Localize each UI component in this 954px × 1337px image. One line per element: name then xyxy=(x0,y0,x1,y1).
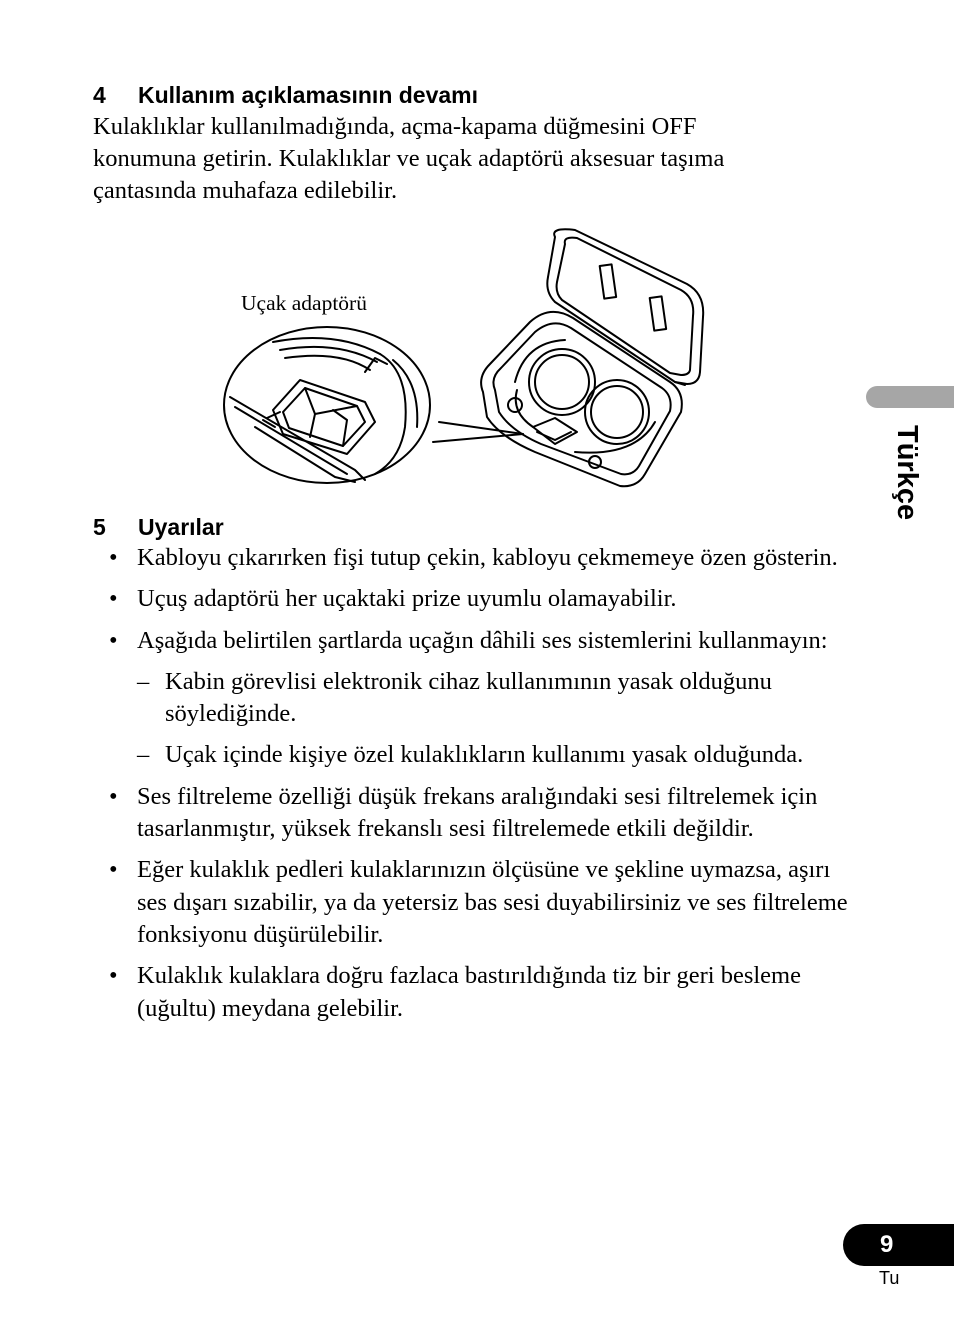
warning-text: Aşağıda belirtilen şartlarda uçağın dâhili ses sistemlerini kullanmayın: xyxy=(137,626,828,654)
warning-item xyxy=(0,542,860,574)
bullet-marker: • xyxy=(109,626,118,654)
warning-item xyxy=(0,854,860,951)
bullet-marker: • xyxy=(109,782,118,810)
section-4-line: Kulaklıklar kullanılmadığında, açma-kapama düğmesini OFF xyxy=(93,113,697,140)
warning-item xyxy=(0,781,860,846)
bullet-marker: • xyxy=(109,962,118,990)
warning-subitem xyxy=(0,739,860,771)
warning-subtext: Kabin görevlisi elektronik cihaz kullanımının yasak olduğunu söylediğinde. xyxy=(165,667,772,728)
magnified-detail xyxy=(224,327,430,483)
warning-text: Kabloyu çıkarırken fişi tutup çekin, kabloyu çekmemeye özen gösterin. xyxy=(137,544,838,571)
section-5-number: 5 xyxy=(93,514,106,540)
page-number-tab xyxy=(843,1224,954,1266)
warning-item xyxy=(0,625,860,657)
warning-text: Kulaklık kulaklara doğru fazlaca bastırıldığında tiz bir geri besleme (uğultu) meydana gelebilir. xyxy=(137,962,801,1022)
carrying-case-illustration xyxy=(215,222,715,497)
warning-subitem xyxy=(0,666,860,731)
callout-pointer xyxy=(439,422,523,434)
warnings-list xyxy=(0,542,860,1034)
case-lid xyxy=(547,229,703,385)
bullet-marker: • xyxy=(109,585,118,613)
warning-text: Eğer kulaklık pedleri kulaklarınızın ölçüsüne ve şekline uymazsa, aşırı ses dışarı sızabilir, ya da yetersiz bas sesi duyabilirsiniz ve ses filtreleme fonksiyonu düşürülebilir. xyxy=(137,856,848,948)
warning-text: Ses filtreleme özelliği düşük frekans aralığındaki sesi filtrelemek için tasarlanmıştır, yüksek frekanslı sesi filtrelemede etkili değildir. xyxy=(137,782,818,843)
bullet-marker: • xyxy=(109,856,118,884)
warning-subtext: Uçak içinde kişiye özel kulaklıkların kullanımı yasak olduğunda. xyxy=(165,741,804,769)
section-5-heading xyxy=(93,513,224,541)
language-tab-bar xyxy=(866,386,954,408)
bullet-marker: • xyxy=(109,544,118,571)
page-number: 9 xyxy=(880,1231,894,1258)
case-base xyxy=(481,312,682,486)
section-4-line: çantasında muhafaza edilebilir. xyxy=(93,177,398,204)
dash-marker: – xyxy=(137,667,150,695)
section-5-title: Uyarılar xyxy=(138,514,224,540)
language-code: Tu xyxy=(879,1268,900,1288)
language-tab-label: Türkçe xyxy=(891,425,923,521)
section-4-number: 4 xyxy=(93,82,106,108)
warning-item xyxy=(0,960,860,1025)
warning-text: Uçuş adaptörü her uçaktaki prize uyumlu olamayabilir. xyxy=(137,585,677,613)
dash-marker: – xyxy=(137,741,150,769)
warning-item xyxy=(0,583,860,615)
flight-adapter-label: Uçak adaptörü xyxy=(241,291,367,315)
section-4-heading xyxy=(93,81,478,109)
section-4-title: Kullanım açıklamasının devamı xyxy=(138,82,479,108)
section-4-body xyxy=(93,111,833,207)
section-4-line: konumuna getirin. Kulaklıklar ve uçak adaptörü aksesuar taşıma xyxy=(93,145,725,172)
